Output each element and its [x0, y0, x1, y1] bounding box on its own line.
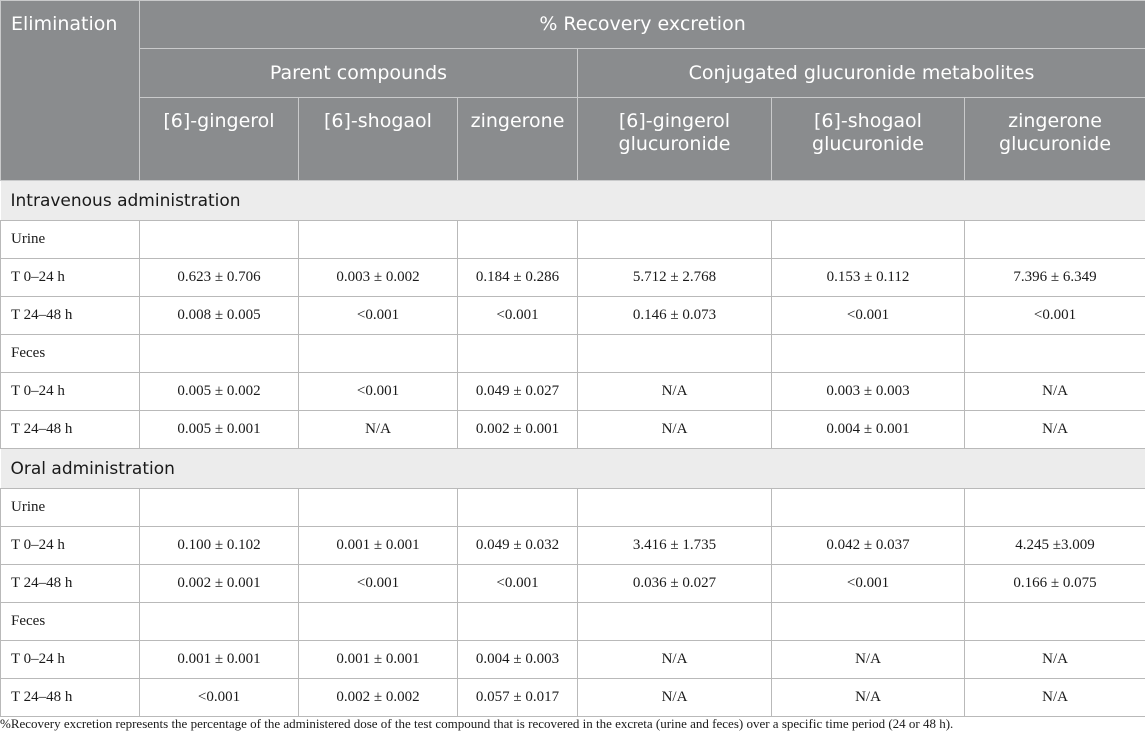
- table-cell: [772, 489, 965, 527]
- table-cell: N/A: [965, 641, 1145, 679]
- table-cell: 0.623 ± 0.706: [140, 259, 299, 297]
- table-body: [1, 181, 1145, 717]
- table-cell: [140, 489, 299, 527]
- table-cell: 0.001 ± 0.001: [140, 641, 299, 679]
- table-cell: 0.001 ± 0.001: [299, 641, 458, 679]
- table-cell: N/A: [578, 679, 772, 717]
- section-title: Oral administration: [1, 449, 1145, 489]
- table-cell: N/A: [578, 411, 772, 449]
- table-cell: <0.001: [299, 373, 458, 411]
- table-cell: [140, 603, 299, 641]
- column-header: zingerone glucuronide: [965, 98, 1145, 181]
- column-header: [6]-gingerol glucuronide: [578, 98, 772, 181]
- table-cell: 4.245 ±3.009: [965, 527, 1145, 565]
- table-cell: <0.001: [140, 679, 299, 717]
- table-cell: <0.001: [299, 297, 458, 335]
- table-cell: <0.001: [458, 565, 578, 603]
- row-label: Feces: [1, 335, 140, 373]
- table-cell: N/A: [965, 679, 1145, 717]
- table-row: [1, 603, 1145, 641]
- table-cell: 0.057 ± 0.017: [458, 679, 578, 717]
- table-row: [1, 565, 1145, 603]
- header-elimination: Elimination: [1, 1, 140, 181]
- table-cell: [458, 489, 578, 527]
- table-cell: 0.005 ± 0.002: [140, 373, 299, 411]
- table-cell: [965, 489, 1145, 527]
- header-group-conjugated: Conjugated glucuronide metabolites: [578, 49, 1145, 98]
- section-row: [1, 449, 1145, 489]
- row-label: T 24–48 h: [1, 297, 140, 335]
- header-recovery: % Recovery excretion: [140, 1, 1145, 49]
- row-label: T 0–24 h: [1, 373, 140, 411]
- section-row: [1, 181, 1145, 221]
- table-cell: 0.153 ± 0.112: [772, 259, 965, 297]
- table-cell: [458, 221, 578, 259]
- row-label: Urine: [1, 221, 140, 259]
- table-cell: <0.001: [458, 297, 578, 335]
- column-header: [6]-shogaol glucuronide: [772, 98, 965, 181]
- table-cell: [299, 335, 458, 373]
- table-cell: N/A: [965, 373, 1145, 411]
- column-header: [6]-gingerol: [140, 98, 299, 181]
- table-cell: 0.005 ± 0.001: [140, 411, 299, 449]
- table-cell: [458, 335, 578, 373]
- table-cell: 0.002 ± 0.001: [140, 565, 299, 603]
- table-cell: [299, 603, 458, 641]
- table-cell: 0.002 ± 0.001: [458, 411, 578, 449]
- table-cell: [578, 335, 772, 373]
- table-row: [1, 259, 1145, 297]
- header-group-parent: Parent compounds: [140, 49, 578, 98]
- table-cell: 0.100 ± 0.102: [140, 527, 299, 565]
- table-cell: N/A: [578, 641, 772, 679]
- table-cell: [772, 221, 965, 259]
- table-row: [1, 373, 1145, 411]
- footnote: %Recovery excretion represents the percentage of the administered dose of the test compound that is recovered in the excreta (urine and feces) over a specific time period (24 or 48 h).: [0, 716, 954, 731]
- table-cell: 0.004 ± 0.001: [772, 411, 965, 449]
- table-row: [1, 527, 1145, 565]
- table-cell: 0.184 ± 0.286: [458, 259, 578, 297]
- table-cell: N/A: [772, 679, 965, 717]
- row-label: T 0–24 h: [1, 259, 140, 297]
- table-cell: [578, 603, 772, 641]
- column-header: zingerone: [458, 98, 578, 181]
- table-cell: [965, 603, 1145, 641]
- table-cell: [458, 603, 578, 641]
- table-cell: [578, 489, 772, 527]
- row-label: T 24–48 h: [1, 565, 140, 603]
- table-cell: <0.001: [299, 565, 458, 603]
- table-row: [1, 489, 1145, 527]
- row-label: Urine: [1, 489, 140, 527]
- table-cell: [299, 489, 458, 527]
- table-cell: N/A: [772, 641, 965, 679]
- table-cell: 5.712 ± 2.768: [578, 259, 772, 297]
- table-row: [1, 679, 1145, 717]
- table-cell: 0.049 ± 0.027: [458, 373, 578, 411]
- table-cell: 0.036 ± 0.027: [578, 565, 772, 603]
- table-row: [1, 335, 1145, 373]
- table-cell: 0.146 ± 0.073: [578, 297, 772, 335]
- table-cell: <0.001: [772, 565, 965, 603]
- table-cell: [965, 335, 1145, 373]
- table-cell: 3.416 ± 1.735: [578, 527, 772, 565]
- section-title: Intravenous administration: [1, 181, 1145, 221]
- table-header: [1, 1, 1145, 181]
- table-cell: N/A: [578, 373, 772, 411]
- table-row: [1, 221, 1145, 259]
- row-label: T 0–24 h: [1, 641, 140, 679]
- table-cell: [578, 221, 772, 259]
- row-label: Feces: [1, 603, 140, 641]
- row-label: T 24–48 h: [1, 411, 140, 449]
- table-cell: 7.396 ± 6.349: [965, 259, 1145, 297]
- table-cell: <0.001: [772, 297, 965, 335]
- table-cell: N/A: [299, 411, 458, 449]
- table-cell: [965, 221, 1145, 259]
- table-cell: 0.049 ± 0.032: [458, 527, 578, 565]
- table-cell: 0.003 ± 0.003: [772, 373, 965, 411]
- table-cell: 0.166 ± 0.075: [965, 565, 1145, 603]
- row-label: T 24–48 h: [1, 679, 140, 717]
- row-label: T 0–24 h: [1, 527, 140, 565]
- table-cell: 0.008 ± 0.005: [140, 297, 299, 335]
- table-cell: [140, 221, 299, 259]
- table-cell: [772, 335, 965, 373]
- table-cell: [772, 603, 965, 641]
- table-row: [1, 411, 1145, 449]
- table-cell: 0.042 ± 0.037: [772, 527, 965, 565]
- table-cell: 0.004 ± 0.003: [458, 641, 578, 679]
- table-row: [1, 641, 1145, 679]
- table-cell: <0.001: [965, 297, 1145, 335]
- column-header: [6]-shogaol: [299, 98, 458, 181]
- table-cell: [299, 221, 458, 259]
- table-cell: N/A: [965, 411, 1145, 449]
- table-row: [1, 297, 1145, 335]
- table-cell: 0.003 ± 0.002: [299, 259, 458, 297]
- table-cell: [140, 335, 299, 373]
- table-cell: 0.002 ± 0.002: [299, 679, 458, 717]
- table-cell: 0.001 ± 0.001: [299, 527, 458, 565]
